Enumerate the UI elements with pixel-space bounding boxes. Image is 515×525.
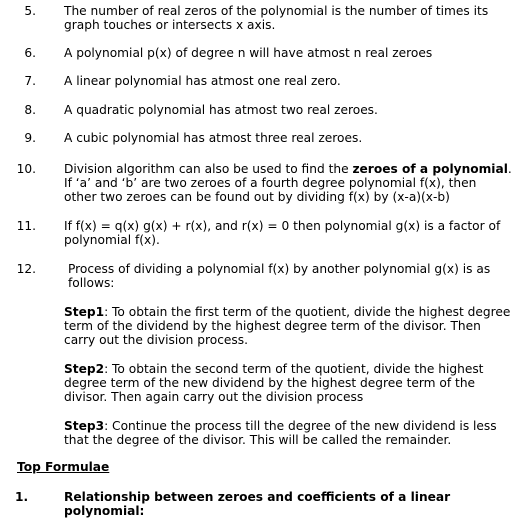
step-1 xyxy=(64,305,512,347)
item-text-part: . If ‘a’ and ‘b’ are two zeroes of a fourth degree polynomial f(x), then other two zeroes can be found out by dividing f(x) by (x-a)(x-b) xyxy=(64,162,512,204)
item-text: A quadratic polynomial has atmost two real zeroes. xyxy=(64,103,378,117)
item-text: A cubic polynomial has atmost three real zeroes. xyxy=(64,131,363,145)
item-text: A polynomial p(x) of degree n will have atmost n real zeroes xyxy=(64,46,433,60)
step-label: Step1 xyxy=(64,305,105,319)
item-text xyxy=(64,162,512,204)
item-number: 7. xyxy=(24,74,36,88)
step-label: Step2 xyxy=(64,362,105,376)
section-title: Top Formulae xyxy=(17,460,110,474)
item-text: Process of dividing a polynomial f(x) by another polynomial g(x) is as follows: xyxy=(68,262,491,290)
step-2 xyxy=(64,362,512,404)
step-text: : To obtain the second term of the quotient, divide the highest degree term of the new dividend by the highest degree term of the divisor. Then again carry out the division process xyxy=(64,362,484,404)
item-number: 12. xyxy=(16,262,36,276)
item-text: Relationship between zeroes and coefficients of a linear polynomial: xyxy=(64,490,451,518)
item-text: A linear polynomial has atmost one real zero. xyxy=(64,74,341,88)
item-number: 6. xyxy=(24,46,36,60)
item-text-part: Division algorithm can also be used to find the xyxy=(64,162,353,176)
step-text: : Continue the process till the degree of the new dividend is less that the degree of the divisor. This will be called the remainder. xyxy=(64,419,497,447)
step-3 xyxy=(64,419,512,447)
item-number: 11. xyxy=(16,219,36,233)
item-text: If f(x) = q(x) g(x) + r(x), and r(x) = 0 then polynomial g(x) is a factor of polynomial f(x). xyxy=(64,219,501,247)
step-text: : To obtain the first term of the quotient, divide the highest degree term of the dividend by the highest degree term of the divisor. Then carry out the division process. xyxy=(64,305,511,347)
item-text: The number of real zeros of the polynomial is the number of times its graph touches or intersects x axis. xyxy=(64,4,489,32)
item-text-bold: zeroes of a polynomial xyxy=(352,162,508,176)
item-number: 9. xyxy=(24,131,36,145)
item-number: 5. xyxy=(24,4,36,18)
item-number: 8. xyxy=(24,103,36,117)
item-number: 1. xyxy=(15,490,29,504)
step-label: Step3 xyxy=(64,419,105,433)
item-number: 10. xyxy=(16,162,36,176)
